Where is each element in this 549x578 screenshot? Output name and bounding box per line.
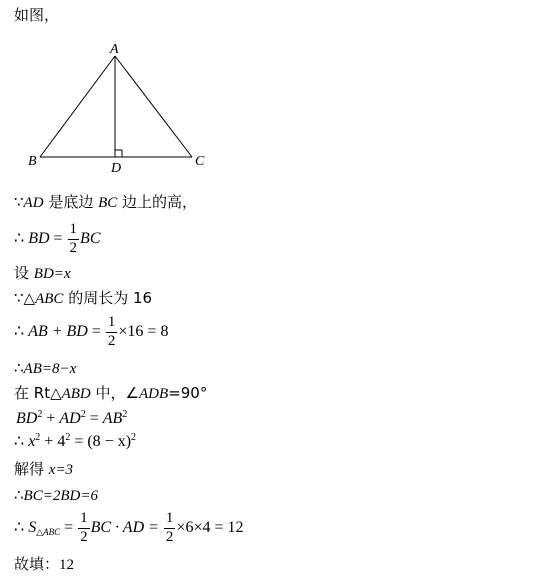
line-13 bbox=[14, 557, 74, 573]
therefore-symbol: ∴ bbox=[14, 518, 25, 536]
line-2-eq: = bbox=[49, 229, 67, 247]
equals-sign: = bbox=[85, 410, 103, 427]
line-4 bbox=[14, 291, 152, 307]
therefore-symbol: ∴ bbox=[14, 229, 25, 247]
line-3-expr: BD=x bbox=[33, 266, 71, 282]
line-1-text-a: 是底边 bbox=[43, 193, 99, 211]
power-2: 2 bbox=[131, 432, 137, 443]
line-12-mid: BC · AD = bbox=[90, 518, 163, 536]
line-5 bbox=[14, 315, 168, 350]
fraction-denominator: 2 bbox=[165, 528, 174, 545]
power-2: 2 bbox=[122, 409, 128, 420]
angle-adb: ADB bbox=[139, 386, 169, 402]
line-2-rhs: BC bbox=[80, 229, 101, 247]
intro-text: 如图， bbox=[14, 6, 60, 24]
line-12-rhs: ×6×4 = 12 bbox=[176, 518, 244, 536]
side-ab bbox=[40, 56, 115, 157]
line-3 bbox=[14, 266, 71, 282]
term-x: x bbox=[28, 433, 36, 450]
vertex-label-a: A bbox=[110, 42, 119, 57]
fraction-half bbox=[78, 511, 90, 546]
line-6-expr: AB=8−x bbox=[23, 361, 77, 377]
line-2-lhs: BD bbox=[28, 229, 50, 247]
fraction-numerator: 1 bbox=[78, 511, 90, 529]
therefore-symbol: ∴ bbox=[14, 433, 25, 450]
line-3-pre: 设 bbox=[14, 264, 34, 282]
fraction-half bbox=[68, 222, 80, 257]
power-2: 2 bbox=[80, 409, 86, 420]
fraction-denominator: 2 bbox=[69, 239, 78, 256]
therefore-symbol: ∴ bbox=[14, 486, 24, 504]
term-ab: AB bbox=[102, 410, 123, 427]
line-10 bbox=[14, 462, 73, 478]
line-9 bbox=[14, 433, 136, 450]
line-10-pre: 解得 bbox=[14, 460, 49, 478]
term-ad: AD bbox=[59, 410, 81, 427]
line-4-sym: ∵△ bbox=[14, 289, 36, 307]
perimeter-value: 16 bbox=[132, 289, 153, 307]
term-bd: BD bbox=[16, 410, 38, 427]
final-answer: 12 bbox=[59, 557, 75, 573]
vertex-label-b: B bbox=[28, 154, 37, 169]
power-2: 2 bbox=[65, 432, 71, 443]
line-2 bbox=[14, 222, 101, 257]
line-4-text: 的周长为 bbox=[63, 289, 133, 307]
line-8 bbox=[16, 410, 127, 427]
therefore-symbol: ∴ bbox=[14, 322, 25, 340]
line-13-pre: 故填： bbox=[14, 555, 60, 573]
fraction-denominator: 2 bbox=[107, 332, 116, 349]
triangle-abc: ABC bbox=[35, 291, 64, 307]
area-symbol: S bbox=[28, 518, 37, 536]
line-6 bbox=[14, 361, 76, 377]
fraction-half bbox=[164, 511, 176, 546]
line-1-text-b: 边上的高， bbox=[117, 193, 198, 211]
line-12 bbox=[14, 511, 244, 546]
power-2: 2 bbox=[35, 432, 41, 443]
triangle-abd: ABD bbox=[61, 386, 91, 402]
line-11-expr: BC=2BD=6 bbox=[23, 488, 98, 504]
side-ac bbox=[115, 56, 192, 157]
line-5-rhs: ×16 = 8 bbox=[118, 322, 169, 340]
area-subscript: △ABC bbox=[36, 526, 61, 537]
line-1 bbox=[14, 195, 197, 211]
fraction-half bbox=[106, 315, 118, 350]
line-7 bbox=[14, 386, 207, 402]
segment-bc: BC bbox=[98, 195, 118, 211]
fraction-numerator: 1 bbox=[106, 315, 118, 333]
line-9-rhs: = (8 − x) bbox=[70, 433, 132, 450]
power-2: 2 bbox=[37, 409, 43, 420]
line-7-pre: 在 Rt△ bbox=[14, 384, 62, 402]
vertex-label-d: D bbox=[111, 161, 122, 176]
fraction-numerator: 1 bbox=[164, 511, 176, 529]
line-5-eq: = bbox=[87, 322, 105, 340]
line-5-lhs: AB + BD bbox=[28, 322, 88, 340]
fraction-denominator: 2 bbox=[80, 528, 88, 545]
plus-sign: + bbox=[42, 410, 60, 427]
vertex-label-c: C bbox=[195, 154, 205, 169]
line-11 bbox=[14, 488, 98, 504]
angle-value: =90° bbox=[168, 384, 208, 402]
line-12-eq: = bbox=[60, 518, 78, 536]
fraction-numerator: 1 bbox=[68, 222, 80, 240]
line-9-mid: + 4 bbox=[40, 433, 66, 450]
line-7-mid: 中，∠ bbox=[90, 384, 139, 402]
segment-ad: AD bbox=[23, 195, 44, 211]
because-symbol: ∵ bbox=[14, 193, 24, 211]
right-angle-mark bbox=[115, 150, 122, 157]
therefore-symbol: ∴ bbox=[14, 359, 24, 377]
line-10-expr: x=3 bbox=[48, 462, 74, 478]
